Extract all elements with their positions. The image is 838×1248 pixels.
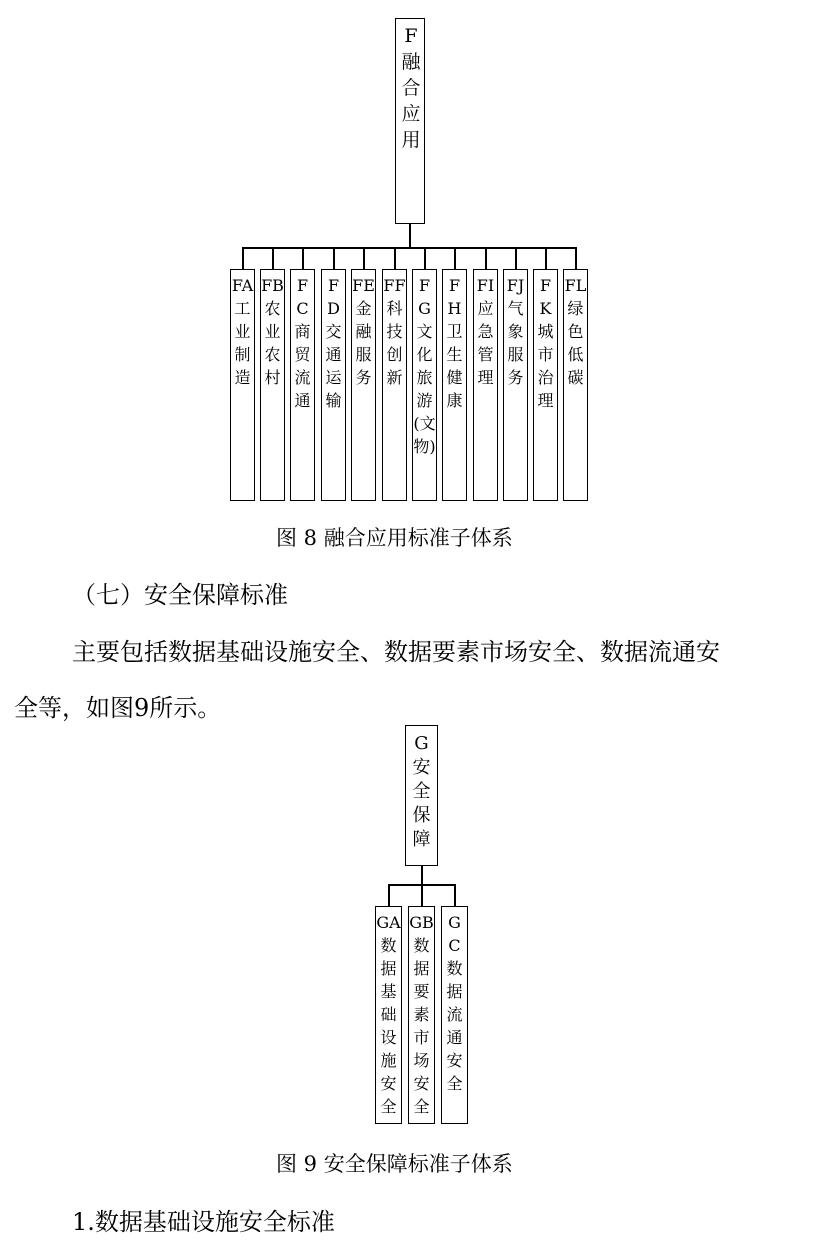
fig8-leaf-label: FC商贸流通 — [294, 276, 311, 410]
fig8-leaf-label: FE金融服务 — [352, 276, 375, 387]
fig9-leaf-label: GB数据要素市场安全 — [409, 913, 434, 1116]
fig8-leaf-label: FA工业制造 — [231, 276, 254, 387]
fig8-drop — [394, 247, 396, 269]
fig8-leaf-fc — [290, 269, 315, 501]
fig8-leaf-label: FG文化旅游(文物) — [413, 276, 436, 456]
fig8-leaf-fi — [473, 269, 498, 501]
fig9-leaf-gb — [408, 906, 435, 1124]
fig8-leaf-fl — [563, 269, 588, 501]
fig8-drop — [424, 247, 426, 269]
fig9-drop — [421, 884, 423, 906]
fig8-root-connector — [409, 224, 411, 248]
fig8-drop — [242, 247, 244, 269]
paragraph-line-2: 全等，如图9所示。 — [14, 694, 222, 722]
fig9-drop — [388, 884, 390, 906]
fig9-leaf-gc — [441, 906, 468, 1124]
fig8-leaf-fg — [412, 269, 437, 501]
fig8-drop — [363, 247, 365, 269]
fig8-drop — [575, 247, 577, 269]
fig8-leaf-fd — [321, 269, 346, 501]
fig9-root-connector — [421, 866, 423, 885]
fig8-leaf-fk — [533, 269, 558, 501]
fig8-leaf-fj — [503, 269, 528, 501]
fig8-leaf-label: FD交通运输 — [325, 276, 342, 410]
fig8-leaf-fh — [442, 269, 467, 501]
fig8-bus-line — [242, 247, 577, 249]
fig8-leaf-ff — [382, 269, 407, 501]
fig8-drop — [545, 247, 547, 269]
subheading: 1.数据基础设施安全标准 — [72, 1208, 335, 1236]
fig9-leaf-label: GC数据流通安全 — [446, 913, 463, 1093]
fig8-leaf-label: FK城市治理 — [537, 276, 554, 410]
fig8-drop — [454, 247, 456, 269]
fig8-drop — [485, 247, 487, 269]
fig8-leaf-label: FI应急管理 — [476, 276, 495, 387]
figure9-caption: 图 9 安全保障标准子体系 — [276, 1152, 513, 1176]
paragraph-line-1: 主要包括数据基础设施安全、数据要素市场安全、数据流通安 — [72, 638, 720, 666]
fig8-leaf-label: FB农业农村 — [261, 276, 284, 387]
fig8-drop — [272, 247, 274, 269]
fig8-drop — [333, 247, 335, 269]
fig8-leaf-label: FH卫生健康 — [446, 276, 463, 410]
fig8-drop — [515, 247, 517, 269]
fig9-drop — [454, 884, 456, 906]
fig8-leaf-label: FL绿色低碳 — [564, 276, 587, 387]
fig8-drop — [302, 247, 304, 269]
section-heading: （七）安全保障标准 — [72, 581, 288, 609]
fig9-leaf-ga — [375, 906, 402, 1124]
fig8-leaf-label: FJ气象服务 — [506, 276, 525, 387]
fig8-root-label: F融合应用 — [401, 25, 421, 151]
fig8-root-node — [395, 18, 425, 224]
fig8-leaf-fe — [351, 269, 376, 501]
fig8-leaf-fa — [230, 269, 255, 501]
fig9-root-label: G安全保障 — [412, 733, 431, 850]
figure8-caption: 图 8 融合应用标准子体系 — [276, 526, 513, 550]
fig8-leaf-fb — [260, 269, 285, 501]
fig8-leaf-label: FF科技创新 — [383, 276, 406, 387]
fig9-root-node — [405, 725, 438, 866]
fig9-leaf-label: GA数据基础设施安全 — [376, 913, 401, 1116]
